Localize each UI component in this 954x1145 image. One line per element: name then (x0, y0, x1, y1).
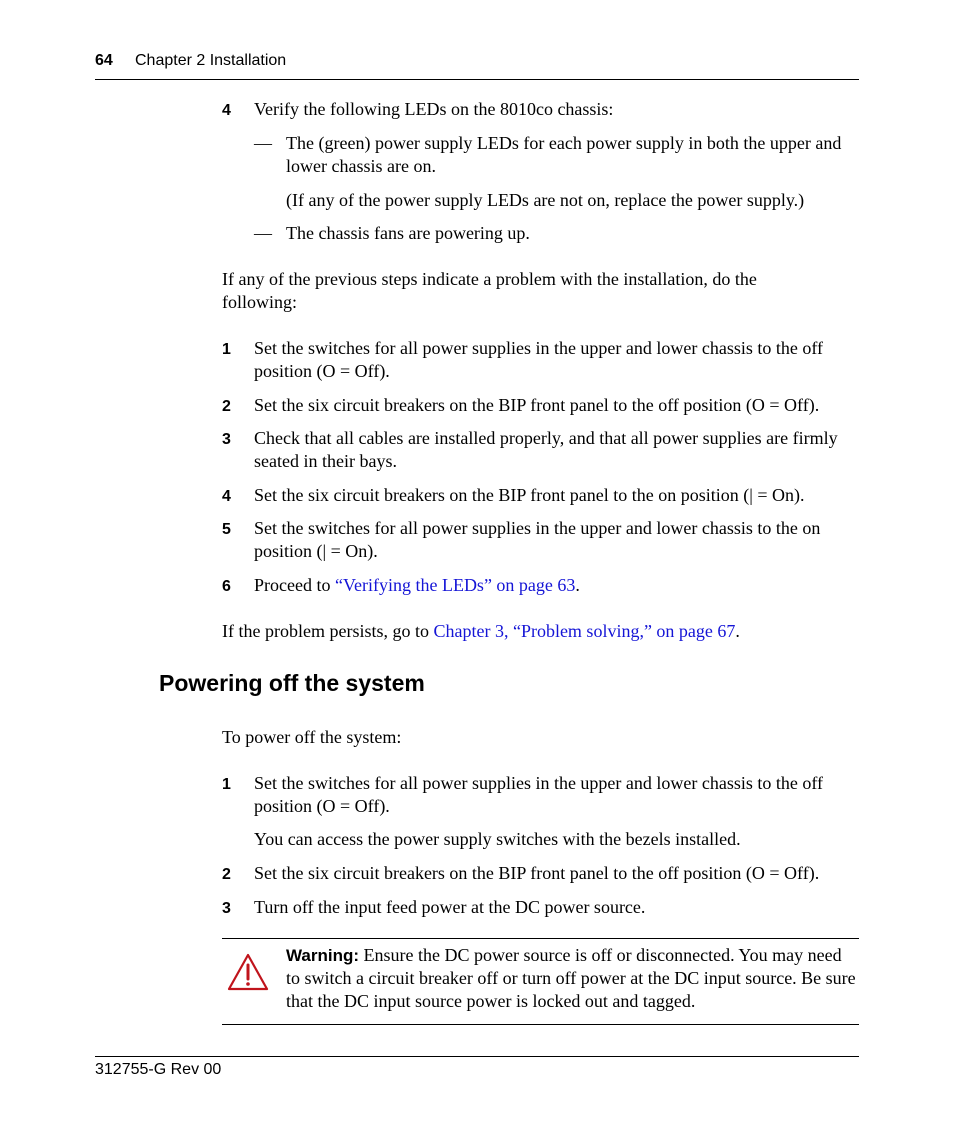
footer-doc-id: 312755-G Rev 00 (95, 1061, 222, 1078)
step-text: Set the six circuit breakers on the BIP front panel to the off position (O = Off). (254, 395, 820, 415)
verifying-leds-link[interactable]: “Verifying the LEDs” on page 63 (334, 575, 576, 595)
step-note: You can access the power supply switches with the bezels installed. (254, 829, 741, 849)
bullet-text: The (green) power supply LEDs for each power supply in both the upper and lower chassis are on. (286, 133, 842, 176)
step-number: 1 (222, 776, 231, 793)
step-number: 3 (222, 431, 231, 448)
step-text: Verify the following LEDs on the 8010co chassis: (254, 99, 614, 119)
header-divider (95, 79, 859, 80)
step-number: 2 (222, 398, 231, 415)
bullet-text: The chassis fans are powering up. (286, 223, 530, 243)
persist-prefix: If the problem persists, go to (222, 621, 434, 641)
step-text: Set the six circuit breakers on the BIP front panel to the on position (| = On). (254, 485, 805, 505)
step-text: Set the switches for all power supplies in the upper and lower chassis to the off position (O = Off). (254, 773, 824, 816)
warning-body: Ensure the DC power source is off or disconnected. You may need to switch a circuit breaker off or turn off power at the DC input source. Be sure that the DC input source power is locked out and tagged. (286, 945, 856, 1011)
step-text: Set the six circuit breakers on the BIP front panel to the off position (O = Off). (254, 863, 820, 883)
chapter-title: Chapter 2 Installation (135, 52, 287, 69)
bullet-dash: — (254, 223, 272, 243)
page-number: 64 (95, 52, 113, 69)
section-intro: To power off the system: (222, 727, 402, 747)
warning-top-rule (222, 938, 859, 939)
step-number: 1 (222, 341, 231, 358)
step-number: 2 (222, 866, 231, 883)
step-text: Set the switches for all power supplies in the upper and lower chassis to the off position (O = Off). (254, 338, 824, 381)
bullet-note-text: (If any of the power supply LEDs are not on, replace the power supply.) (286, 190, 805, 210)
step-text-prefix: Proceed to (254, 575, 335, 595)
problem-intro: If any of the previous steps indicate a problem with the installation, do the following: (222, 269, 757, 312)
step-text: Turn off the input feed power at the DC power source. (254, 897, 646, 917)
step-number: 4 (222, 102, 231, 119)
warning-triangle-icon (227, 953, 269, 991)
step-number: 6 (222, 578, 231, 595)
step-text (254, 574, 862, 597)
step-number: 3 (222, 900, 231, 917)
warning-bottom-rule (222, 1024, 859, 1025)
step-text: Set the switches for all power supplies in the upper and lower chassis to the on position (| = On). (254, 518, 821, 561)
warning-text (286, 944, 859, 1013)
persist-paragraph (222, 620, 862, 643)
step-text-suffix: . (575, 575, 580, 595)
problem-solving-link[interactable]: Chapter 3, “Problem solving,” on page 67 (433, 621, 736, 641)
footer-divider (95, 1056, 859, 1057)
bullet-dash: — (254, 133, 272, 153)
section-title: Powering off the system (159, 670, 425, 696)
warning-label: Warning: (286, 946, 360, 965)
step-number: 5 (222, 521, 231, 538)
step-text: Check that all cables are installed properly, and that all power supplies are firmly seated in their bays. (254, 428, 838, 471)
persist-suffix: . (735, 621, 740, 641)
step-number: 4 (222, 488, 231, 505)
